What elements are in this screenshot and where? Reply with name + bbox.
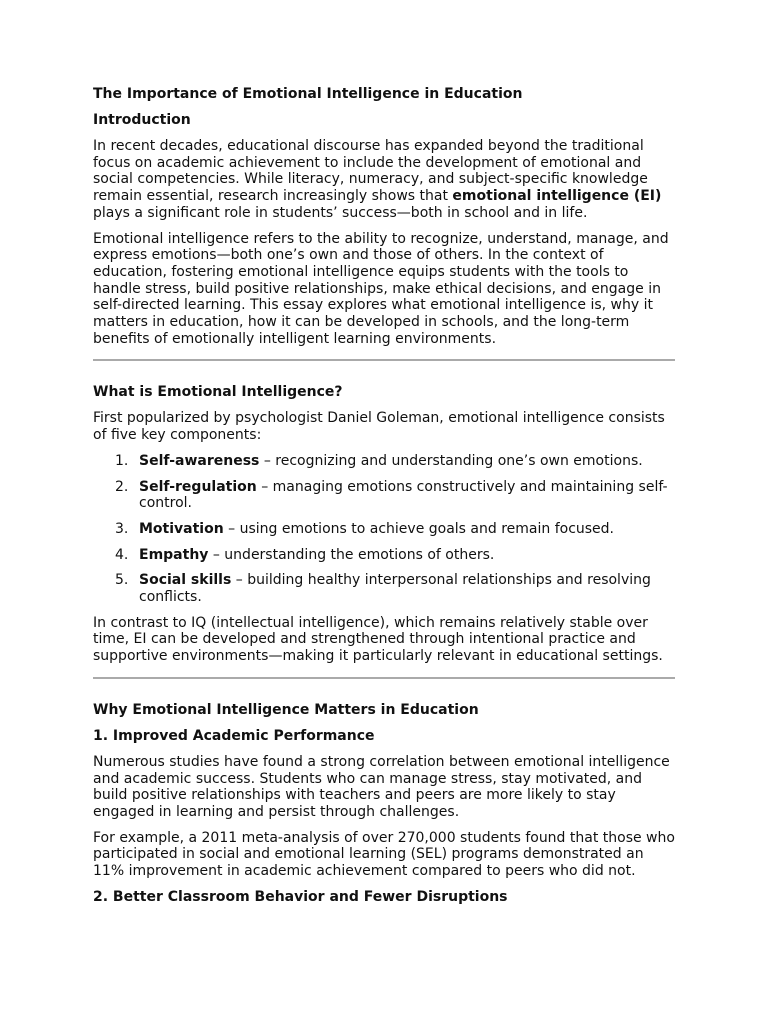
list-item <box>115 452 675 470</box>
intro-paragraph-2: Emotional intelligence refers to the ability to recognize, understand, manage, and express emotions—both one’s own and those of others. In the context of education, fostering emotional intelligence equips students with the tools to handle stress, build positive relationships, make ethical decisions, and engage in self-directed learning. This essay explores what emotional intelligence is, why it matters in education, how it can be developed in schools, and the long-term benefits of emotionally intelligent learning environments. <box>93 230 669 347</box>
component-term: Social skills <box>139 572 232 589</box>
list-number: 2. <box>115 478 129 495</box>
component-term: Self-awareness <box>139 452 260 469</box>
subheading-academic-performance: 1. Improved Academic Performance <box>93 727 375 744</box>
component-term: Self-regulation <box>139 478 257 495</box>
list-number: 5. <box>115 572 129 589</box>
list-number: 3. <box>115 520 129 537</box>
list-item <box>115 546 675 564</box>
section-divider <box>93 359 675 361</box>
section-divider <box>93 677 675 679</box>
list-item <box>115 478 675 512</box>
why-heading: Why Emotional Intelligence Matters in Education <box>93 701 479 718</box>
list-item <box>115 520 675 538</box>
academic-paragraph-2: For example, a 2011 meta-analysis of over 270,000 students found that those who participated in social and emotional learning (SEL) programs demonstrated an 11% improvement in academic achievement compared to peers who did not. <box>93 829 675 880</box>
academic-paragraph-1: Numerous studies have found a strong correlation between emotional intelligence and academic success. Students who can manage stress, stay motivated, and build positive relationships with teachers and peers are more likely to stay engaged in learning and persist through challenges. <box>93 753 670 820</box>
list-number: 1. <box>115 452 129 469</box>
document-page <box>93 86 675 915</box>
subheading-classroom-behavior: 2. Better Classroom Behavior and Fewer Disruptions <box>93 888 508 905</box>
intro-p1-bold: emotional intelligence (EI) <box>452 188 662 205</box>
intro-p1-text: In recent decades, educational discourse has expanded beyond the traditional focus on academic achievement to include the development of emotional and social competencies. While literacy, numeracy, and subject-specific knowledge remain essential, research increasingly shows that <box>93 138 648 205</box>
what-heading: What is Emotional Intelligence? <box>93 384 343 401</box>
document-title: The Importance of Emotional Intelligence in Education <box>93 86 523 102</box>
component-desc: – using emotions to achieve goals and remain focused. <box>223 520 615 537</box>
component-term: Motivation <box>139 520 224 537</box>
component-term: Empathy <box>139 546 209 563</box>
component-desc: – recognizing and understanding one’s own emotions. <box>259 452 643 469</box>
intro-p1-text-end: plays a significant role in students’ success—both in school and in life. <box>93 204 588 221</box>
component-desc: – building healthy interpersonal relationships and resolving conflicts. <box>139 572 651 606</box>
what-lead-paragraph: First popularized by psychologist Daniel Goleman, emotional intelligence consists of five key components: <box>93 410 665 444</box>
list-item <box>115 572 675 606</box>
component-desc: – managing emotions constructively and maintaining self-control. <box>139 478 668 512</box>
component-desc: – understanding the emotions of others. <box>208 546 495 563</box>
list-number: 4. <box>115 546 129 563</box>
components-list <box>93 453 675 606</box>
intro-heading: Introduction <box>93 112 191 128</box>
intro-paragraph-1 <box>93 138 675 222</box>
contrast-paragraph: In contrast to IQ (intellectual intelligence), which remains relatively stable over time, EI can be developed and strengthened through intentional practice and supportive environments—making it particularly relevant in educational settings. <box>93 614 663 665</box>
